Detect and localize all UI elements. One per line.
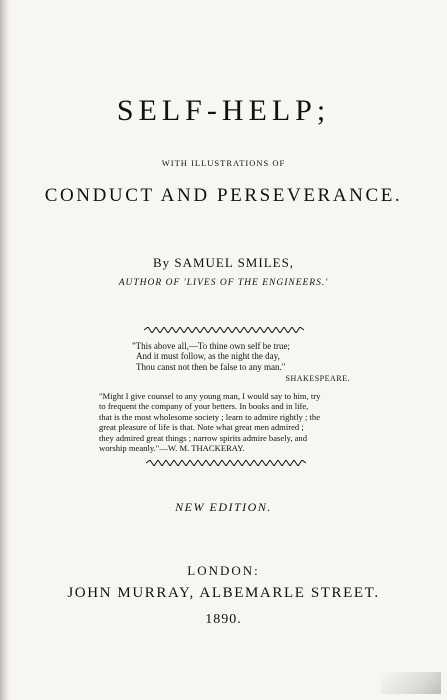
quote-line: great pleasure of life is that. Note what great men admired ; <box>99 422 304 433</box>
shakespeare-attribution: SHAKESPEARE. <box>285 374 350 383</box>
book-title: SELF-HELP; <box>116 94 331 127</box>
author-credits: AUTHOR OF 'LIVES OF THE ENGINEERS.' <box>118 278 329 288</box>
publication-year: 1890. <box>205 612 242 627</box>
ornamental-rule-bottom <box>146 460 306 466</box>
ornamental-rule-top <box>144 327 304 333</box>
shakespeare-quote <box>132 341 290 372</box>
quote-line: they admired great things ; narrow spirits admire basely, and <box>99 432 308 443</box>
quote-line: And it must follow, as the night the day, <box>136 351 280 362</box>
subtitle-prefix: WITH ILLUSTRATIONS OF <box>161 158 286 168</box>
edition-label: NEW EDITION. <box>175 500 272 514</box>
page-corner-shadow <box>381 672 441 694</box>
quote-line: to frequent the company of your betters. In books and in life, <box>99 401 309 412</box>
quote-line: that is the most wholesome society ; learn to admire rightly ; the <box>99 411 321 422</box>
quote-line: worship meanly."—W. M. THACKERAY. <box>99 443 245 454</box>
thackeray-quote <box>99 391 320 453</box>
quote-line: "Might I give counsel to any young man, I would say to him, try <box>99 391 321 401</box>
quote-line: "This above all,—To thine own self be true; <box>132 341 291 351</box>
publication-city: LONDON: <box>187 563 260 578</box>
subtitle: CONDUCT AND PERSEVERANCE. <box>44 185 403 206</box>
author-byline: By SAMUEL SMILES, <box>152 255 295 270</box>
quote-line: Thou canst not then be false to any man." <box>136 361 286 372</box>
publisher-line: JOHN MURRAY, ALBEMARLE STREET. <box>67 585 380 601</box>
